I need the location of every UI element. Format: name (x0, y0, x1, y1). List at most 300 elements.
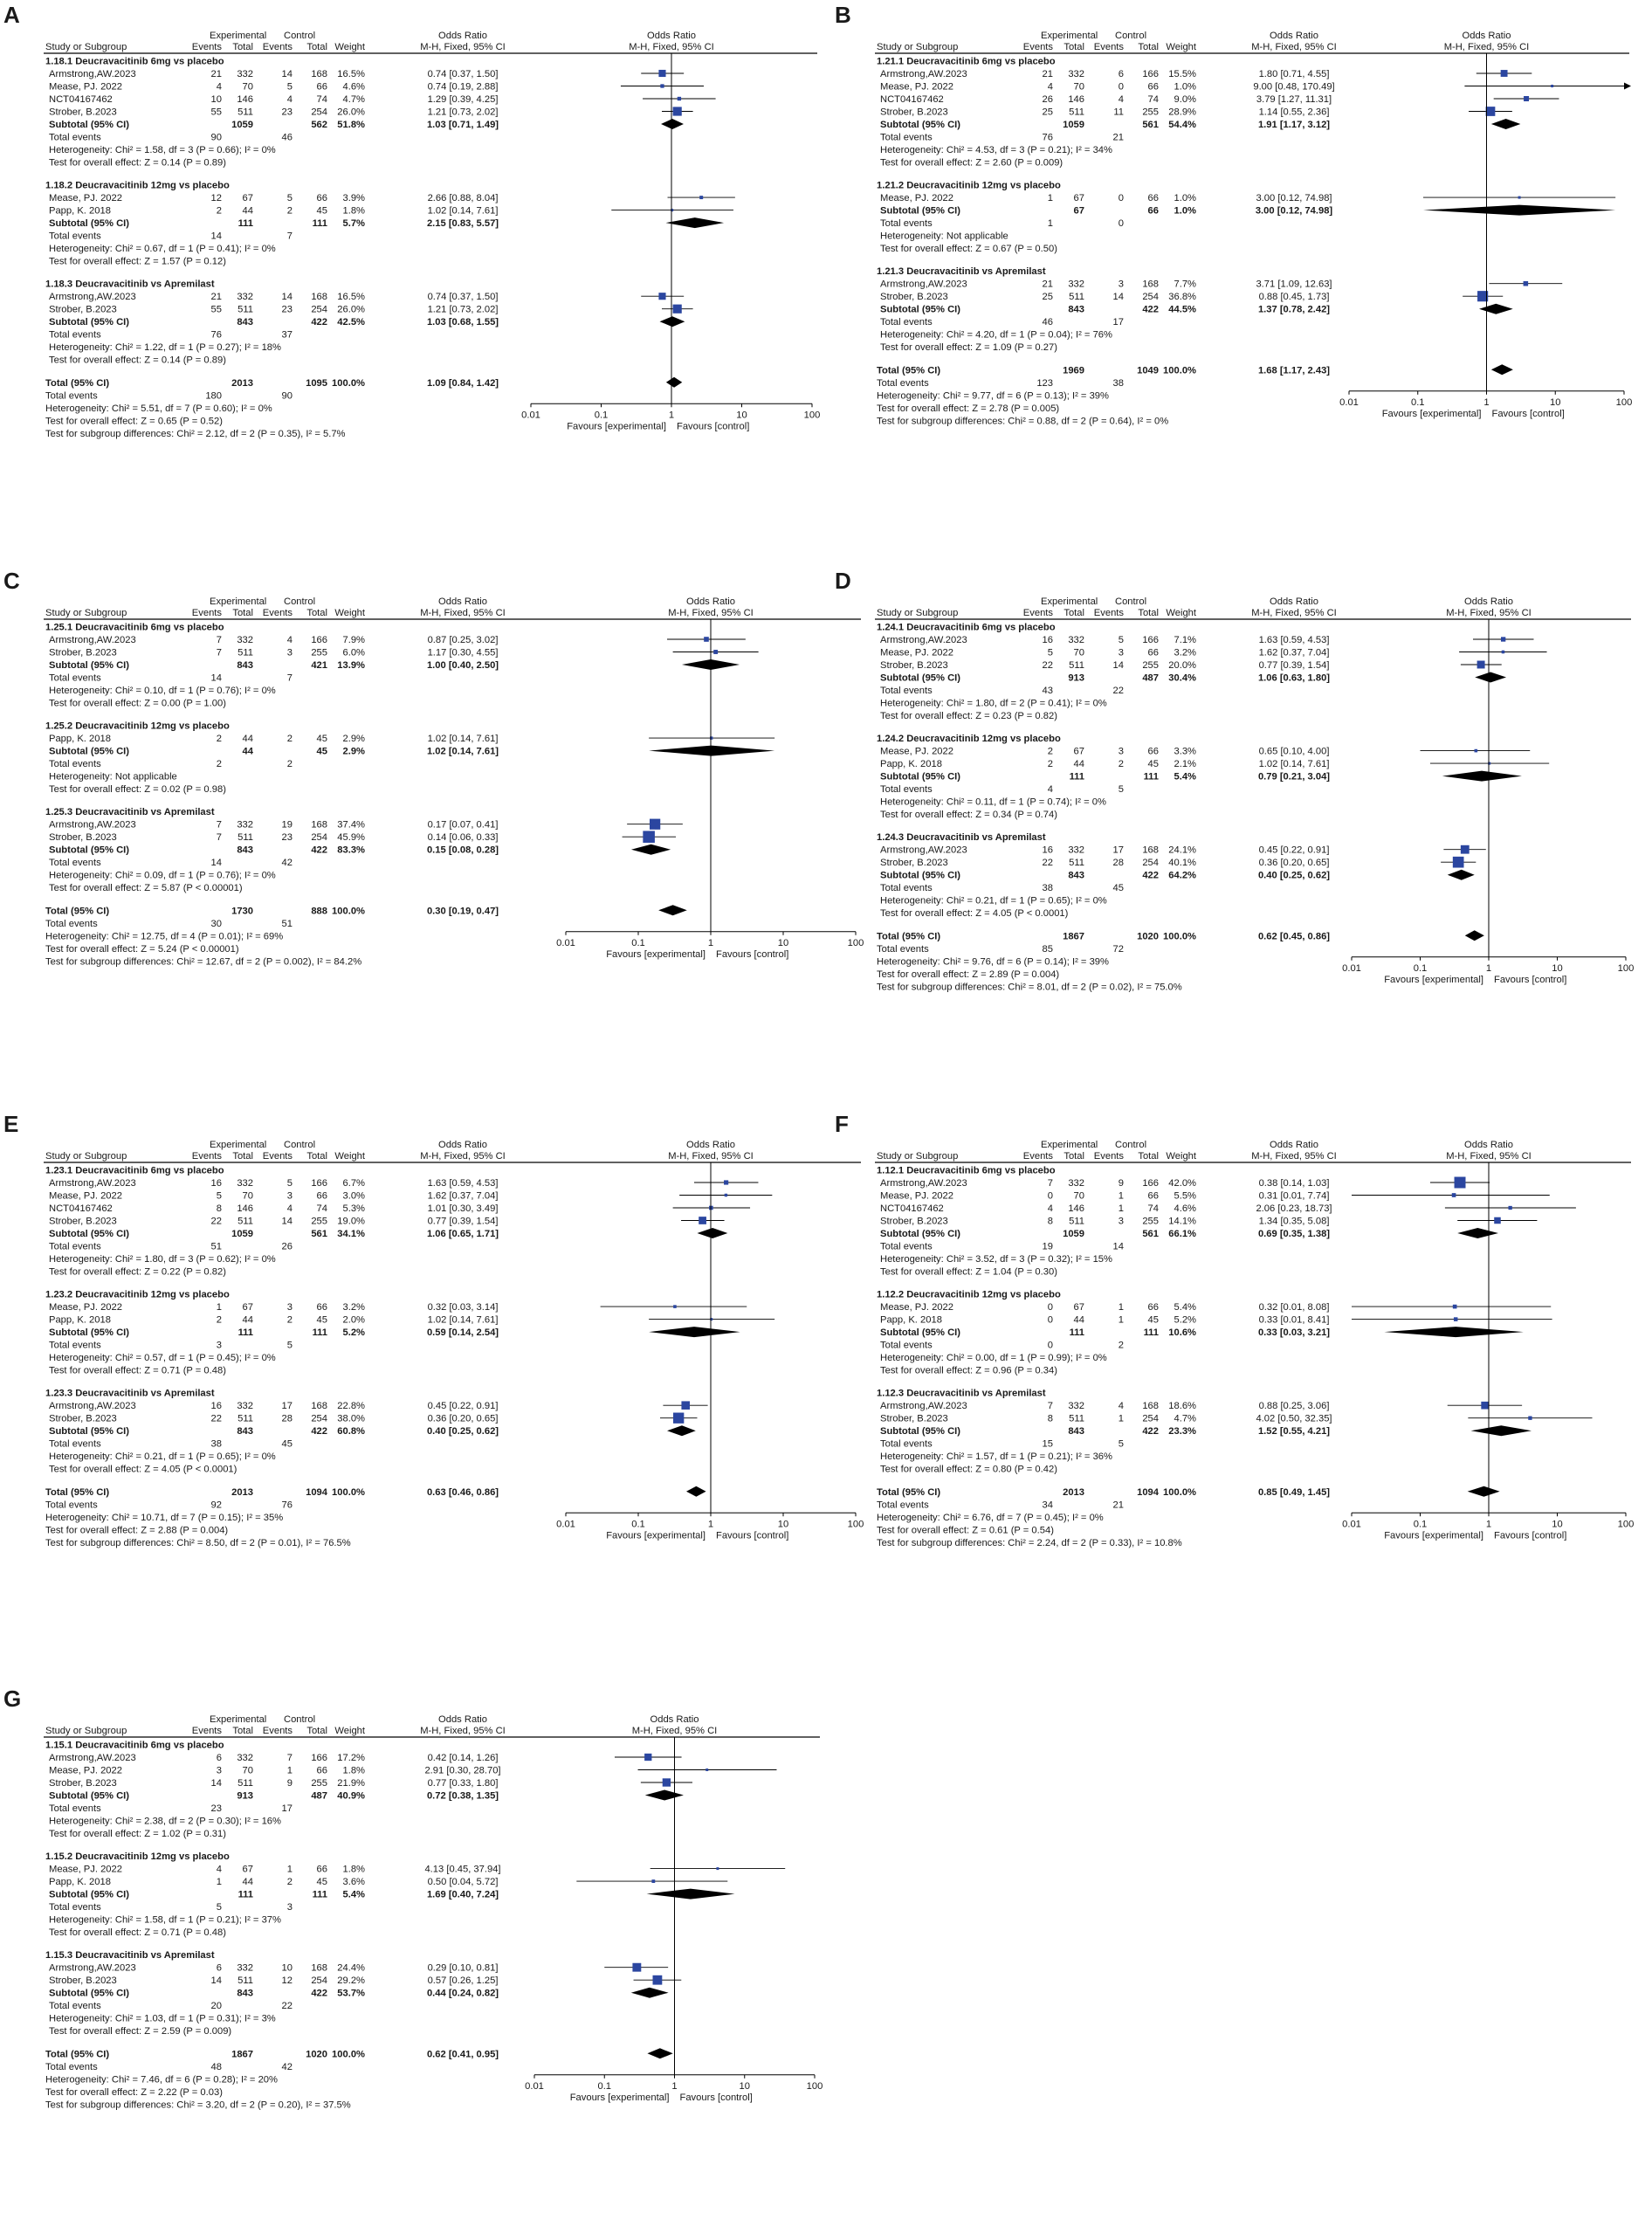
header-events-ctrl: Events (262, 1151, 293, 1162)
total-events-label: Total events (49, 1340, 101, 1351)
study-weight: 3.2% (1174, 647, 1196, 658)
subtotal-exp-total: 67 (1073, 205, 1084, 217)
exp-total: 332 (237, 1178, 253, 1189)
subgroup-label: 1.23.2 Deucravacitinib 12mg vs placebo (45, 1289, 230, 1300)
total-ctrl-total: 1049 (1137, 365, 1159, 376)
overall-effect-text: Test for overall effect: Z = 0.80 (P = 0.42) (880, 1464, 1057, 1475)
study-or-ci: 0.77 [0.39, 1.54] (1258, 660, 1330, 671)
exp-events: 8 (1047, 1413, 1053, 1424)
subtotal-exp-total: 843 (237, 1426, 253, 1438)
ctrl-total: 66 (316, 1190, 327, 1202)
study-name: Mease, PJ. 2022 (49, 1864, 122, 1875)
ctrl-total: 66 (1147, 647, 1159, 658)
exp-events: 16 (210, 1178, 222, 1189)
header-events-ctrl: Events (1093, 1151, 1124, 1162)
total-label: Total (95% CI) (45, 2049, 110, 2060)
exp-total: 67 (1073, 746, 1084, 757)
ctrl-events: 12 (281, 1975, 293, 1987)
header-odds-ratio: Odds Ratio (438, 1140, 487, 1150)
ctrl-events: 1 (286, 1864, 293, 1875)
forest-panel-g (3, 1686, 823, 2110)
study-weight-square (643, 831, 655, 843)
total-events-label: Total events (49, 672, 101, 684)
exp-events: 25 (1042, 107, 1053, 118)
subtotal-diamond (1475, 672, 1506, 683)
heterogeneity-text: Heterogeneity: Chi² = 4.20, df = 1 (P = 0.04); I² = 76% (880, 329, 1112, 341)
subgroup-label: 1.18.3 Deucravacitinib vs Apremilast (45, 279, 215, 290)
study-name: Papp, K. 2018 (49, 1314, 111, 1326)
ctrl-total: 254 (311, 1413, 327, 1424)
exp-total: 511 (1069, 858, 1084, 869)
total-events-exp: 0 (1047, 1340, 1053, 1351)
header-odds-ratio-plot: Odds Ratio (686, 1140, 735, 1150)
subtotal-exp-total: 843 (237, 1988, 253, 1999)
heterogeneity-text: Heterogeneity: Chi² = 1.80, df = 3 (P = 0.62); I² = 0% (49, 1254, 276, 1265)
total-weight: 100.0% (1163, 365, 1196, 376)
study-or-ci: 4.02 [0.50, 32.35] (1256, 1413, 1332, 1424)
heterogeneity-text: Heterogeneity: Chi² = 0.67, df = 1 (P = 0.41); I² = 0% (49, 244, 276, 255)
overall-events-ctrl: 51 (281, 918, 293, 929)
study-name: Strober, B.2023 (880, 660, 948, 671)
panel-letter: G (3, 1686, 22, 1712)
study-name: NCT04167462 (49, 94, 113, 105)
heterogeneity-text: Heterogeneity: Chi² = 4.53, df = 3 (P = 0.21); I² = 34% (880, 145, 1112, 155)
x-tick-label: 0.1 (631, 1519, 645, 1530)
ci-arrow (1624, 83, 1631, 90)
total-events-ctrl: 2 (1118, 1340, 1124, 1351)
total-weight: 100.0% (332, 906, 365, 917)
exp-events: 7 (1047, 1401, 1053, 1412)
exp-events: 7 (1047, 1178, 1053, 1189)
exp-events: 1 (216, 1877, 222, 1888)
overall-effect-total-text: Test for overall effect: Z = 0.65 (P = 0.52) (45, 416, 223, 427)
total-events-ctrl: 22 (281, 2001, 293, 2012)
overall-effect-text: Test for overall effect: Z = 0.96 (P = 0.34) (880, 1365, 1057, 1376)
header-or-method: M-H, Fixed, 95% CI (1251, 42, 1337, 52)
total-exp-total: 1867 (231, 2049, 253, 2060)
overall-effect-total-text: Test for overall effect: Z = 2.89 (P = 0.004) (877, 969, 1060, 980)
subtotal-ctrl-total: 561 (311, 1229, 327, 1239)
heterogeneity-text: Heterogeneity: Chi² = 2.38, df = 2 (P = 0.30); I² = 16% (49, 1816, 281, 1827)
subtotal-exp-total: 111 (237, 1889, 253, 1900)
heterogeneity-text: Heterogeneity: Chi² = 1.57, df = 1 (P = 0.21); I² = 36% (880, 1451, 1112, 1463)
study-weight: 16.5% (337, 292, 365, 303)
study-weight: 3.3% (1174, 746, 1196, 757)
total-events-ctrl: 3 (286, 1902, 293, 1913)
total-events-label: Total events (49, 1902, 101, 1913)
total-events-ctrl: 7 (286, 231, 293, 242)
study-or-ci: 1.01 [0.30, 3.49] (427, 1203, 499, 1214)
subtotal-diamond (667, 1425, 696, 1436)
study-name: Mease, PJ. 2022 (880, 647, 953, 658)
subtotal-ctrl-total: 421 (311, 660, 327, 671)
header-total-exp: Total (1063, 42, 1084, 52)
overall-effect-text: Test for overall effect: Z = 1.02 (P = 0.31) (49, 1829, 226, 1839)
study-weight: 9.0% (1174, 94, 1196, 105)
study-name: Armstrong,AW.2023 (49, 292, 136, 303)
subtotal-exp-total: 44 (242, 746, 253, 757)
subtotal-weight: 66.1% (1168, 1229, 1196, 1239)
exp-events: 1 (1047, 193, 1053, 204)
subgroup-differences-text: Test for subgroup differences: Chi² = 0.88, df = 2 (P = 0.64), I² = 0% (877, 416, 1169, 427)
total-events-ctrl: 45 (1112, 883, 1124, 894)
study-or-ci: 0.45 [0.22, 0.91] (1258, 845, 1330, 856)
x-tick-label: 100 (1617, 1519, 1635, 1530)
total-events-ctrl: 21 (1112, 132, 1124, 143)
subtotal-exp-total: 1059 (1063, 120, 1084, 130)
study-weight-square (704, 637, 709, 642)
ctrl-events: 5 (286, 81, 293, 93)
ctrl-total: 74 (316, 1203, 327, 1214)
total-ctrl-total: 888 (311, 906, 327, 917)
study-or-ci: 1.02 [0.14, 7.61] (427, 734, 499, 745)
study-weight: 15.5% (1168, 69, 1196, 79)
header-experimental: Experimental (210, 31, 267, 41)
total-events-exp: 19 (1042, 1241, 1053, 1252)
total-events-label: Total events (880, 1438, 933, 1450)
total-exp-total: 2013 (231, 1486, 253, 1498)
favours-experimental-label: Favours [experimental] (1384, 974, 1483, 985)
total-events-ctrl: 14 (1112, 1241, 1124, 1252)
overall-events-label: Total events (45, 2061, 98, 2072)
header-study: Study or Subgroup (45, 608, 127, 618)
subtotal-or-ci: 1.69 [0.40, 7.24] (426, 1889, 499, 1900)
study-name: Strober, B.2023 (49, 1975, 117, 1987)
subtotal-ctrl-total: 422 (311, 1426, 327, 1438)
subgroup-label: 1.18.2 Deucravacitinib 12mg vs placebo (45, 180, 230, 191)
header-total-exp: Total (1063, 1151, 1084, 1162)
study-or-ci: 0.36 [0.20, 0.65] (1258, 858, 1330, 869)
header-total-exp: Total (232, 42, 253, 52)
subtotal-label: Subtotal (95% CI) (49, 1988, 129, 1999)
study-or-ci: 2.06 [0.23, 18.73] (1256, 1203, 1332, 1214)
subtotal-ctrl-total: 66 (1147, 205, 1159, 217)
study-weight: 3.9% (342, 193, 365, 204)
header-total-exp: Total (232, 1151, 253, 1162)
overall-effect-text: Test for overall effect: Z = 2.59 (P = 0.009) (49, 2026, 232, 2037)
overall-effect-text: Test for overall effect: Z = 0.67 (P = 0.50) (880, 244, 1057, 255)
subtotal-weight: 60.8% (337, 1426, 365, 1438)
ctrl-events: 14 (281, 69, 293, 79)
study-or-ci: 1.62 [0.37, 7.04] (1258, 647, 1330, 658)
subtotal-ctrl-total: 422 (311, 1988, 327, 1999)
study-weight: 7.1% (1174, 635, 1196, 645)
study-name: Armstrong,AW.2023 (880, 1178, 967, 1189)
ctrl-total: 66 (1147, 746, 1159, 757)
study-weight: 24.1% (1168, 845, 1196, 856)
subtotal-ctrl-total: 561 (1142, 1229, 1159, 1239)
study-weight-square (1477, 661, 1485, 669)
overall-effect-text: Test for overall effect: Z = 0.02 (P = 0.98) (49, 784, 226, 796)
header-events-exp: Events (1022, 608, 1053, 618)
header-experimental: Experimental (1041, 31, 1098, 41)
study-weight: 28.9% (1168, 107, 1196, 118)
total-label: Total (95% CI) (45, 1486, 110, 1498)
header-study: Study or Subgroup (877, 42, 959, 52)
panel-letter: C (3, 568, 20, 594)
total-events-exp: 15 (1042, 1438, 1053, 1450)
header-total-ctrl: Total (1138, 608, 1159, 618)
study-or-ci: 0.77 [0.39, 1.54] (427, 1216, 499, 1227)
study-weight-square (658, 293, 665, 300)
exp-total: 332 (1068, 635, 1084, 645)
study-weight-square (1494, 1217, 1501, 1224)
exp-events: 22 (210, 1413, 222, 1424)
header-events-ctrl: Events (262, 608, 293, 618)
ctrl-total: 66 (316, 1765, 327, 1776)
overall-heterogeneity-text: Heterogeneity: Chi² = 6.76, df = 7 (P = 0.45); I² = 0% (877, 1512, 1104, 1523)
study-name: NCT04167462 (49, 1203, 113, 1214)
subtotal-label: Subtotal (95% CI) (880, 304, 960, 315)
x-tick-label: 10 (739, 2080, 750, 2092)
header-experimental: Experimental (210, 1140, 267, 1150)
subtotal-diamond (645, 1790, 684, 1801)
ctrl-total: 66 (1147, 1302, 1159, 1313)
subtotal-or-ci: 2.15 [0.83, 5.57] (426, 218, 499, 230)
overall-events-label: Total events (45, 1500, 98, 1511)
study-or-ci: 0.33 [0.01, 8.41] (1258, 1314, 1330, 1326)
study-weight-square (1481, 1402, 1489, 1410)
panel-letter: D (835, 568, 851, 594)
total-events-exp: 76 (210, 329, 222, 341)
subtotal-exp-total: 111 (1069, 1327, 1084, 1339)
overall-effect-text: Test for overall effect: Z = 0.22 (P = 0.82) (49, 1266, 226, 1278)
ctrl-events: 3 (1118, 746, 1124, 757)
study-name: NCT04167462 (880, 94, 944, 105)
heterogeneity-text: Heterogeneity: Chi² = 0.21, df = 1 (P = 0.65); I² = 0% (880, 895, 1107, 907)
study-name: Mease, PJ. 2022 (49, 81, 122, 93)
header-events-exp: Events (191, 1726, 222, 1736)
header-weight: Weight (1166, 42, 1196, 52)
study-name: Strober, B.2023 (880, 292, 948, 303)
study-or-ci: 1.02 [0.14, 7.61] (1258, 759, 1330, 770)
overall-events-exp: 180 (205, 390, 222, 402)
heterogeneity-text: Heterogeneity: Chi² = 0.00, df = 1 (P = 0.99); I² = 0% (880, 1353, 1107, 1364)
ctrl-events: 1 (1118, 1302, 1124, 1313)
subtotal-diamond (1448, 870, 1475, 880)
header-odds-ratio: Odds Ratio (1270, 596, 1318, 607)
ctrl-total: 45 (1147, 1314, 1159, 1326)
total-events-exp: 38 (1042, 883, 1053, 894)
study-or-ci: 1.17 [0.30, 4.55] (427, 647, 499, 658)
ctrl-events: 4 (286, 94, 293, 105)
exp-total: 332 (237, 1401, 253, 1412)
total-events-exp: 2 (216, 759, 222, 770)
header-study: Study or Subgroup (877, 1151, 959, 1162)
study-weight: 6.7% (342, 1178, 365, 1189)
exp-events: 7 (216, 819, 222, 831)
overall-effect-text: Test for overall effect: Z = 4.05 (P < 0.0001) (880, 908, 1069, 920)
study-name: Papp, K. 2018 (880, 759, 942, 770)
exp-events: 16 (1042, 845, 1053, 856)
study-weight: 29.2% (337, 1975, 365, 1987)
subtotal-label: Subtotal (95% CI) (49, 1327, 129, 1339)
study-weight: 38.0% (337, 1413, 365, 1424)
ctrl-events: 4 (286, 1203, 293, 1214)
ctrl-events: 11 (1113, 107, 1124, 118)
header-experimental: Experimental (210, 1714, 267, 1725)
subgroup-differences-text: Test for subgroup differences: Chi² = 2.12, df = 2 (P = 0.35), I² = 5.7% (45, 428, 346, 439)
total-exp-total: 2013 (231, 377, 253, 389)
header-events-exp: Events (1022, 42, 1053, 52)
study-or-ci: 0.88 [0.25, 3.06] (1258, 1401, 1330, 1412)
ctrl-total: 66 (316, 81, 327, 93)
total-events-exp: 20 (210, 2001, 222, 2012)
study-weight-square (716, 1867, 719, 1870)
subtotal-weight: 83.3% (337, 845, 365, 856)
subtotal-label: Subtotal (95% CI) (49, 218, 129, 230)
subtotal-weight: 42.5% (337, 317, 365, 328)
header-or-method-plot: M-H, Fixed, 95% CI (631, 1726, 718, 1736)
exp-total: 332 (1068, 279, 1084, 290)
study-or-ci: 0.42 [0.14, 1.26] (427, 1753, 499, 1763)
total-exp-total: 1867 (1063, 931, 1084, 942)
header-control: Control (1115, 31, 1147, 41)
x-tick-label: 100 (1617, 962, 1635, 974)
ctrl-total: 45 (316, 1877, 327, 1888)
x-tick-label: 0.1 (1410, 396, 1425, 408)
ctrl-total: 66 (316, 193, 327, 204)
total-events-exp: 43 (1042, 686, 1053, 696)
header-odds-ratio-plot: Odds Ratio (1462, 31, 1511, 41)
total-ctrl-total: 1020 (306, 2049, 327, 2060)
total-label: Total (95% CI) (45, 906, 110, 917)
study-weight-square (1454, 1317, 1458, 1321)
subtotal-diamond (649, 746, 774, 756)
ctrl-total: 168 (1142, 845, 1159, 856)
exp-events: 8 (216, 1203, 222, 1214)
heterogeneity-text: Heterogeneity: Chi² = 0.10, df = 1 (P = 0.76); I² = 0% (49, 686, 276, 696)
ctrl-events: 3 (1118, 1216, 1124, 1227)
header-total-exp: Total (1063, 608, 1084, 618)
ctrl-total: 166 (311, 1178, 327, 1189)
total-events-ctrl: 17 (1112, 317, 1124, 328)
study-weight-square (651, 1879, 655, 1883)
ctrl-events: 10 (281, 1962, 293, 1974)
header-or-method: M-H, Fixed, 95% CI (420, 42, 506, 52)
exp-total: 332 (237, 292, 253, 303)
subtotal-label: Subtotal (95% CI) (880, 205, 960, 217)
header-or-method: M-H, Fixed, 95% CI (420, 608, 506, 618)
ctrl-total: 166 (1142, 69, 1159, 79)
study-weight-square (725, 1194, 727, 1196)
subtotal-or-ci: 1.00 [0.40, 2.50] (426, 660, 499, 671)
total-events-exp: 3 (216, 1340, 222, 1351)
ctrl-total: 45 (1147, 759, 1159, 770)
ctrl-events: 1 (1118, 1203, 1124, 1214)
subtotal-weight: 40.9% (337, 1790, 365, 1802)
study-weight-square (1551, 85, 1553, 87)
subgroup-label: 1.12.1 Deucravacitinib 6mg vs placebo (877, 1165, 1056, 1176)
study-weight-square (673, 107, 682, 115)
subtotal-weight: 5.7% (342, 218, 365, 230)
study-name: Armstrong,AW.2023 (49, 1962, 136, 1974)
subtotal-weight: 1.0% (1174, 205, 1196, 217)
exp-events: 0 (1047, 1314, 1053, 1326)
subgroup-differences-text: Test for subgroup differences: Chi² = 12.67, df = 2 (P = 0.002), I² = 84.2% (45, 956, 362, 968)
subtotal-or-ci: 0.44 [0.24, 0.82] (426, 1988, 499, 1999)
study-weight: 26.0% (337, 107, 365, 118)
subtotal-ctrl-total: 45 (316, 746, 327, 757)
x-tick-label: 0.1 (1413, 1519, 1428, 1530)
study-weight-square (644, 1754, 651, 1761)
header-or-method-plot: M-H, Fixed, 95% CI (629, 42, 714, 52)
ctrl-events: 17 (1112, 845, 1124, 856)
ctrl-total: 168 (311, 292, 327, 303)
exp-total: 67 (242, 1302, 253, 1313)
study-weight: 40.1% (1168, 858, 1196, 869)
subgroup-label: 1.24.1 Deucravacitinib 6mg vs placebo (877, 622, 1056, 633)
overall-effect-total-text: Test for overall effect: Z = 5.24 (P < 0.00001) (45, 943, 239, 955)
subtotal-or-ci: 1.91 [1.17, 3.12] (1257, 120, 1331, 130)
study-weight-square (660, 84, 664, 87)
study-or-ci: 1.02 [0.14, 7.61] (427, 1314, 499, 1326)
ctrl-total: 66 (1147, 1190, 1159, 1202)
exp-events: 14 (210, 1778, 222, 1789)
subtotal-exp-total: 913 (1068, 672, 1084, 684)
exp-events: 7 (216, 647, 222, 658)
ctrl-events: 3 (1118, 279, 1124, 290)
ctrl-events: 9 (286, 1778, 293, 1789)
subtotal-or-ci: 1.52 [0.55, 4.21] (1257, 1426, 1331, 1438)
study-name: Armstrong,AW.2023 (880, 1401, 967, 1412)
total-events-label: Total events (880, 1241, 933, 1252)
header-or-method-plot: M-H, Fixed, 95% CI (668, 1151, 754, 1162)
study-weight: 22.8% (337, 1401, 365, 1412)
subtotal-label: Subtotal (95% CI) (49, 1426, 129, 1438)
subgroup-label: 1.21.2 Deucravacitinib 12mg vs placebo (877, 180, 1061, 191)
total-or-ci: 1.68 [1.17, 2.43] (1257, 365, 1331, 376)
header-study: Study or Subgroup (45, 1726, 127, 1736)
ctrl-total: 66 (316, 1864, 327, 1875)
ctrl-total: 254 (311, 107, 327, 118)
subtotal-label: Subtotal (95% CI) (49, 1790, 129, 1802)
study-weight: 37.4% (337, 819, 365, 831)
header-weight: Weight (334, 42, 365, 52)
total-events-label: Total events (880, 132, 933, 143)
overall-effect-text: Test for overall effect: Z = 5.87 (P < 0.00001) (49, 883, 243, 894)
exp-total: 44 (1073, 1314, 1084, 1326)
subtotal-weight: 5.4% (1174, 771, 1196, 783)
subtotal-weight: 44.5% (1168, 304, 1196, 315)
study-weight: 24.4% (337, 1962, 365, 1974)
study-or-ci: 0.36 [0.20, 0.65] (427, 1413, 499, 1424)
study-or-ci: 0.32 [0.03, 3.14] (427, 1302, 499, 1313)
study-name: Strober, B.2023 (49, 1778, 117, 1789)
subtotal-exp-total: 843 (237, 845, 253, 856)
total-events-ctrl: 26 (281, 1241, 293, 1252)
study-weight-square (673, 1305, 677, 1308)
header-total-ctrl: Total (1138, 42, 1159, 52)
study-weight-square (673, 1413, 684, 1424)
subtotal-diamond (661, 119, 684, 129)
study-weight-square (632, 1963, 641, 1972)
subtotal-exp-total: 1059 (231, 1229, 253, 1239)
overall-events-ctrl: 76 (281, 1500, 293, 1511)
total-events-label: Total events (880, 883, 933, 894)
favours-control-label: Favours [control] (1494, 1530, 1567, 1541)
favours-experimental-label: Favours [experimental] (567, 421, 666, 432)
header-weight: Weight (334, 608, 365, 618)
favours-control-label: Favours [control] (677, 421, 750, 432)
study-weight-square (724, 1180, 728, 1184)
study-weight: 1.8% (342, 1765, 365, 1776)
x-tick-label: 0.01 (1339, 396, 1359, 408)
ctrl-total: 74 (1147, 1203, 1159, 1214)
study-weight: 4.6% (342, 81, 365, 93)
subtotal-label: Subtotal (95% CI) (880, 120, 960, 130)
subtotal-weight: 64.2% (1168, 870, 1196, 881)
